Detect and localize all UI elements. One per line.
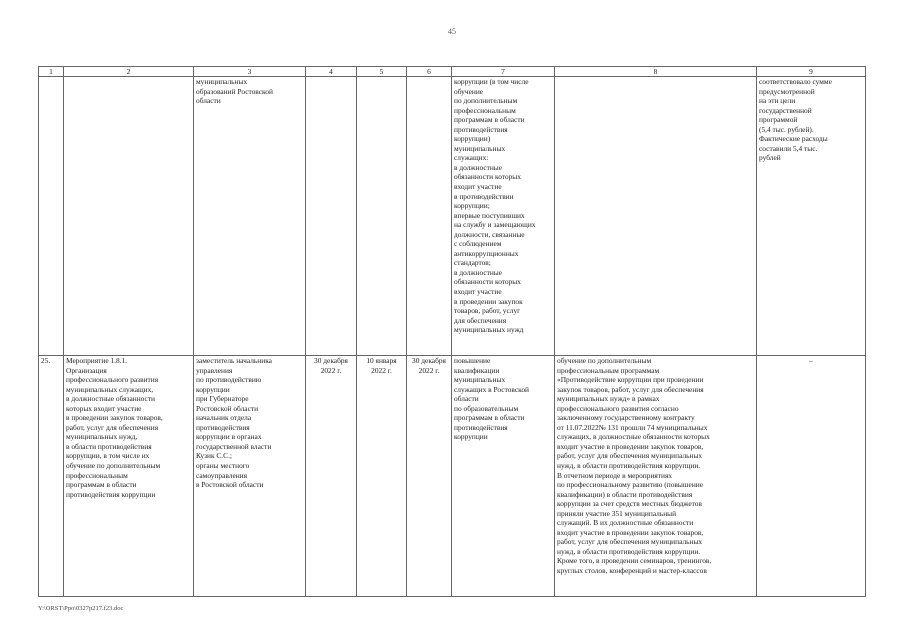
cell-actual-end [407,77,452,356]
cell-activity: Мероприятие 1.8.1. Организация профессионального развития муниципальных служащих, в должностные обязанности которых входит участие в проведении закупок товаров, работ, услуг для обеспечения муниципальных нужд, в области противодействия коррупции, в том числе их обучение по дополнительным профессиональным программам в области противодействия коррупции [64,356,194,597]
footer-file-path: Y:\ORST\Ppo\0327p217.f23.doc [38,605,124,612]
page-number: 45 [448,27,456,36]
cell-responsible: заместитель начальника управления по противодействию коррупции при Губернаторе Ростовской области начальник отдела противодействия коррупции в органах государственной власти Кузик С.С.; органы местного самоуправления в Ростовской области [194,356,306,597]
table-row-continuation [39,77,866,356]
cell-expected-result: коррупции (в том числе обучение по дополнительным профессиональным программам в области противодействия коррупции) муниципальных служащих: в должностные обязанности которых входит участие в противодействии коррупции; впервые поступивших на службу и замещающих должности, связанные с соблюдением антикоррупционных стандартов; в должностные обязанности которых входит участие в проведении закупок товаров, работ, услуг для обеспечения муниципальных нужд [452,77,555,356]
cell-responsible: муниципальных образований Ростовской области [194,77,306,356]
cell-actual-start: 10 января 2022 г. [357,356,407,597]
header-cell-8: 8 [555,67,757,77]
header-cell-9: 9 [757,67,866,77]
header-cell-2: 2 [64,67,194,77]
header-cell-7: 7 [452,67,555,77]
cell-planned-end: 30 декабря 2022 г. [306,356,357,597]
cell-expected-result: повышение квалификации муниципальных служащих в Ростовской области по образовательным программам в области противодействия коррупции [452,356,555,597]
header-cell-5: 5 [357,67,407,77]
table-header-row [39,67,866,77]
table-row-25 [39,356,866,597]
report-table [38,66,866,597]
cell-actual-result: обучение по дополнительным профессиональным программам «Противодействие коррупции при проведении закупок товаров, работ, услуг для обеспечения муниципальных нужд» в рамках профессионального развития согласно заключенному государственному контракту от 11.07.2022№ 131 прошли 74 муниципальных служащих, в должностные обязанности которых входит участие в проведении закупок товаров, работ, услуг для обеспечения муниципальных нужд, в области противодействия коррупции. В отчетном периоде в мероприятиях по профессиональному развитию (повышение квалификации) в области противодействия коррупции за счет средств местных бюджетов приняли участие 351 муниципальный служащий. В их должностные обязанности входит участие в проведении закупок товаров, работ, услуг для обеспечения муниципальных нужд, в области противодействия коррупции. Кроме того, в проведении семинаров, тренингов, круглых столов, конференций и мастер-классов [555,356,757,597]
cell-number: 25. [39,356,64,597]
header-cell-1: 1 [39,67,64,77]
cell-number [39,77,64,356]
header-cell-6: 6 [407,67,452,77]
cell-notes: соответствовало сумме предусмотренной на эти цели государственной программой (5,4 тыс. рублей). Фактические расходы составили 5,4 тыс. рублей [757,77,866,356]
cell-actual-start [357,77,407,356]
cell-notes: – [757,356,866,597]
header-cell-4: 4 [306,67,357,77]
header-cell-3: 3 [194,67,306,77]
cell-activity [64,77,194,356]
cell-actual-end: 30 декабря 2022 г. [407,356,452,597]
cell-planned-end [306,77,357,356]
cell-actual-result [555,77,757,356]
